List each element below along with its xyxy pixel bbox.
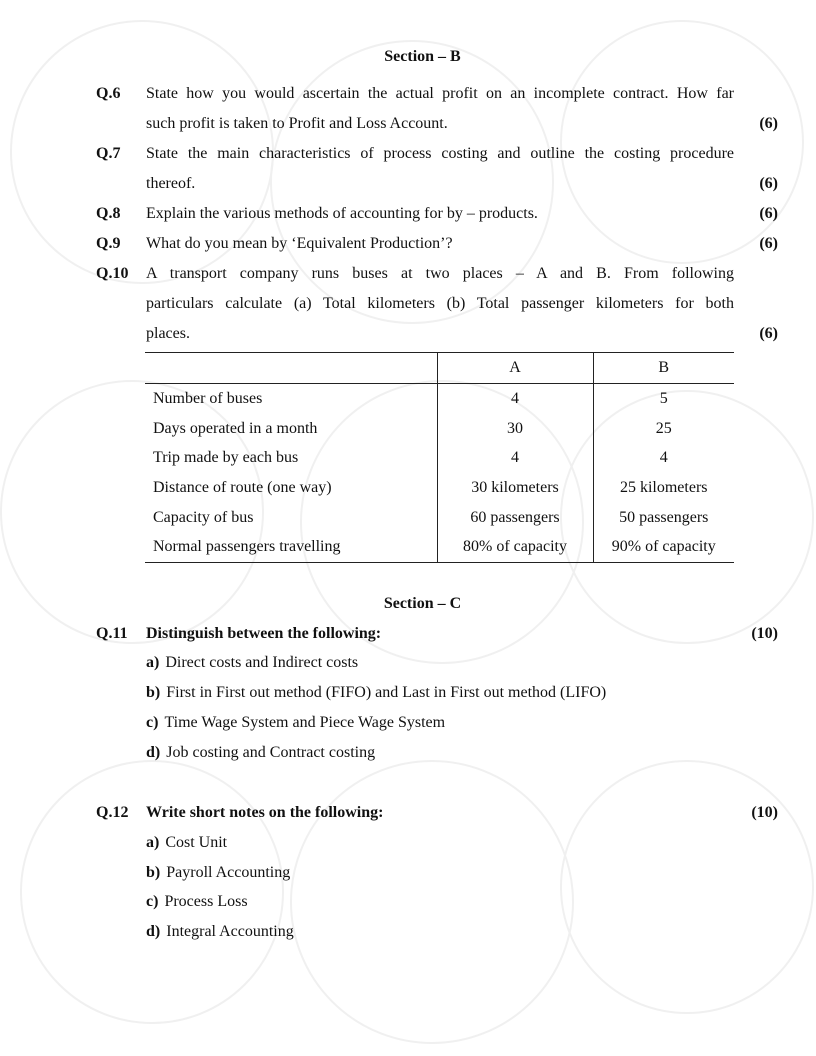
value-b: 4 (593, 443, 734, 473)
item-text: First in First out method (FIFO) and Last in First out method (LIFO) (166, 684, 607, 701)
item-letter: b) (146, 864, 161, 881)
item-text: Process Loss (164, 893, 248, 910)
list-item (146, 864, 290, 882)
value-b: 90% of capacity (593, 532, 734, 562)
marks: (6) (759, 175, 778, 192)
item-letter: a) (146, 834, 160, 851)
table-row (145, 473, 734, 503)
item-text: Integral Accounting (166, 923, 294, 940)
table-row (145, 532, 734, 562)
marks: (6) (759, 325, 778, 342)
question-number: Q.9 (96, 235, 121, 252)
row-label: Number of buses (153, 389, 263, 407)
row-label: Days operated in a month (153, 419, 318, 437)
question-number: Q.6 (96, 85, 121, 102)
table-row (145, 443, 734, 473)
question-text: thereof. (146, 175, 196, 192)
question-number: Q.7 (96, 145, 121, 162)
item-text: Job costing and Contract costing (166, 744, 376, 761)
row-label: Distance of route (one way) (153, 478, 332, 496)
item-letter: d) (146, 744, 161, 761)
list-item (146, 923, 294, 941)
question-title: Write short notes on the following: (146, 804, 384, 821)
question-number: Q.10 (96, 265, 129, 282)
list-item (146, 654, 358, 672)
question-number: Q.12 (96, 804, 129, 821)
marks: (6) (759, 205, 778, 222)
question-title: Distinguish between the following: (146, 625, 382, 642)
item-letter: d) (146, 923, 161, 940)
watermark-circle (560, 760, 814, 1014)
row-label: Trip made by each bus (153, 449, 299, 467)
list-item (146, 714, 445, 732)
table-row (145, 414, 734, 444)
item-text: Payroll Accounting (166, 864, 291, 881)
question-text: State how you would ascertain the actual profit on an incomplete contract. How far (146, 85, 734, 102)
question-text: State the main characteristics of process costing and outline the costing procedure (146, 145, 734, 162)
table-header-b: B (593, 353, 734, 384)
list-item (146, 744, 375, 762)
item-text: Cost Unit (165, 834, 228, 851)
item-letter: c) (146, 893, 159, 910)
value-a: 60 passengers (437, 503, 593, 533)
question-text: such profit is taken to Profit and Loss Account. (146, 115, 448, 132)
value-a: 4 (437, 384, 593, 414)
table-header-row (145, 353, 734, 384)
table-header-a: A (437, 353, 593, 384)
row-label: Normal passengers travelling (145, 532, 437, 562)
question-number: Q.8 (96, 205, 121, 222)
item-text: Direct costs and Indirect costs (165, 654, 359, 671)
value-a: 4 (437, 443, 593, 473)
table-row (145, 503, 734, 533)
value-b: 50 passengers (593, 503, 734, 533)
item-letter: c) (146, 714, 159, 731)
question-text: particulars calculate (a) Total kilometers (b) Total passenger kilometers for both (146, 295, 734, 312)
value-b: 5 (593, 384, 734, 414)
watermark-circle (20, 760, 284, 1024)
marks: (10) (751, 625, 778, 642)
item-text: Time Wage System and Piece Wage System (164, 714, 446, 731)
watermark-circle (290, 760, 574, 1044)
table-row (145, 384, 734, 414)
question-text: A transport company runs buses at two places – A and B. From following (146, 265, 734, 282)
table-header-empty (145, 353, 437, 384)
marks: (10) (751, 804, 778, 821)
item-letter: a) (146, 654, 160, 671)
value-b: 25 (593, 414, 734, 444)
question-text: Explain the various methods of accounting for by – products. (146, 205, 538, 222)
question-number: Q.11 (96, 625, 128, 642)
section-c-heading: Section – C (383, 595, 462, 612)
value-b: 25 kilometers (593, 473, 734, 503)
list-item (146, 684, 606, 702)
section-b-heading: Section – B (384, 48, 461, 65)
question-text: places. (146, 325, 190, 342)
list-item (146, 834, 227, 852)
question-text: What do you mean by ‘Equivalent Production’? (146, 235, 453, 252)
value-a: 80% of capacity (437, 532, 593, 562)
value-a: 30 (437, 414, 593, 444)
particulars-table (145, 352, 734, 563)
row-label: Capacity of bus (153, 508, 254, 526)
value-a: 30 kilometers (437, 473, 593, 503)
marks: (6) (759, 235, 778, 252)
item-letter: b) (146, 684, 161, 701)
marks: (6) (759, 115, 778, 132)
list-item (146, 893, 248, 911)
